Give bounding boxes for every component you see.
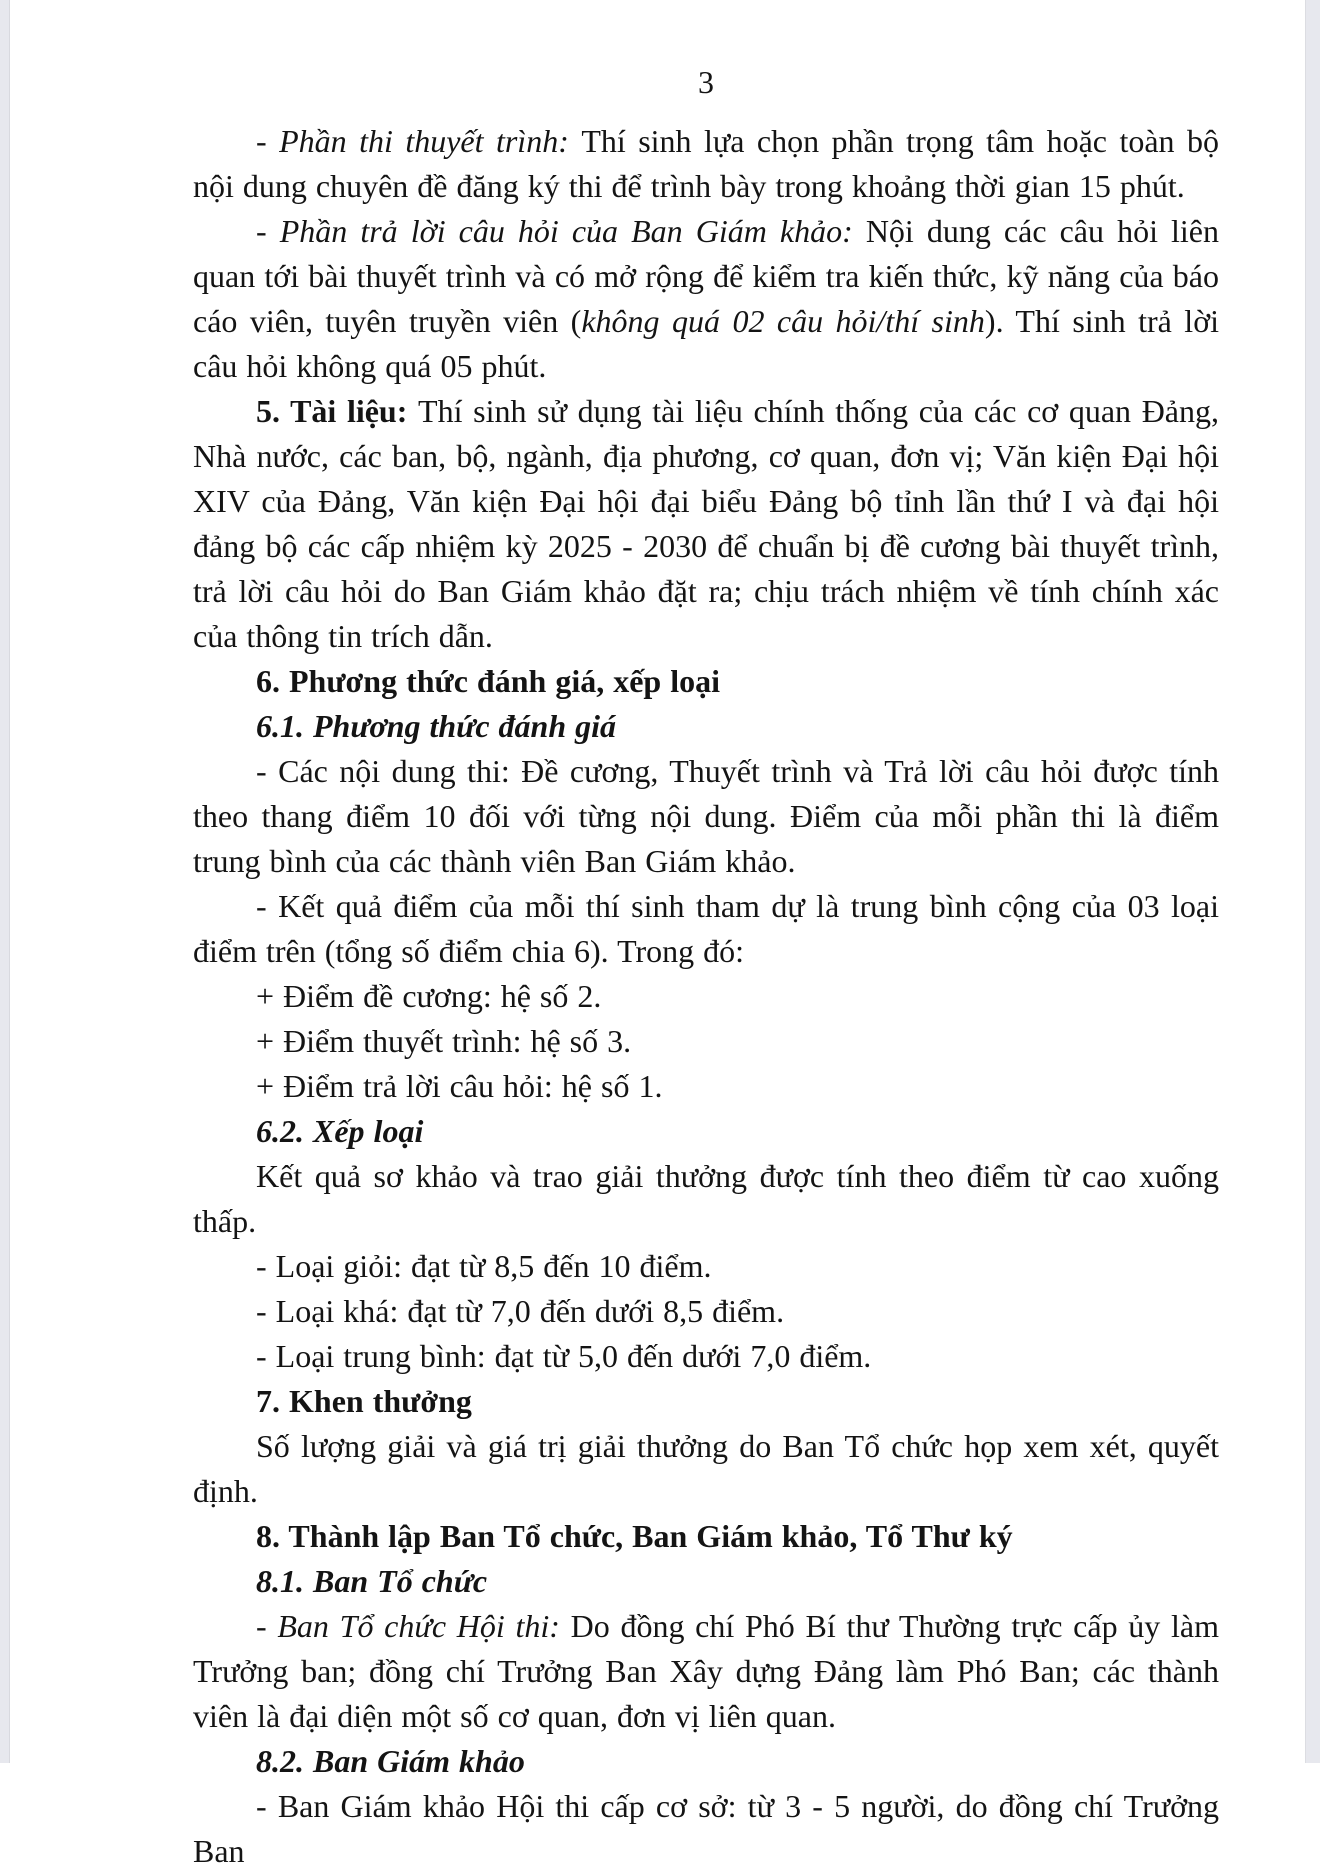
subsection-heading-8-2 [193,1739,1219,1784]
paragraph-scoring-average [193,884,1219,974]
text-run: Do đồng chí Phó Bí thư Thường trực cấp ủy làm Trưởng ban; đồng chí Trưởng Ban Xây dựng Đảng làm Phó Ban; các thành viên là đại diện một số cơ quan, đơn vị liên quan. [193,1608,1220,1734]
text-run: ). Thí sinh trả lời câu hỏi không quá 05 phút. [193,303,1220,384]
paragraph-organizing-board [193,1604,1219,1739]
list-item-rank-excellent [193,1244,1219,1289]
text-run: Số lượng giải và giá trị giải thưởng do Ban Tổ chức họp xem xét, quyết định. [193,1428,1219,1509]
paragraph-documents [193,389,1219,659]
text-run: Thí sinh sử dụng tài liệu chính thống của các cơ quan Đảng, Nhà nước, các ban, bộ, ngành, địa phương, cơ quan, đơn vị; Văn kiện Đại hội XIV của Đảng, Văn kiện Đại hội đại biểu Đảng bộ tỉnh lần thứ I và đại hội đảng bộ các cấp nhiệm kỳ 2025 - 2030 để chuẩn bị đề cương bài thuyết trình, trả lời câu hỏi do Ban Giám khảo đặt ra; chịu trách nhiệm về tính chính xác của thông tin trích dẫn. [193,393,1220,654]
text-run: - Kết quả điểm của mỗi thí sinh tham dự là trung bình cộng của 03 loại điểm trên (tổng số điểm chia 6). Trong đó: [193,888,1219,969]
text-run: Kết quả sơ khảo và trao giải thưởng được tính theo điểm từ cao xuống thấp. [193,1158,1219,1239]
text-run: - Loại khá: đạt từ 7,0 đến dưới 8,5 điểm. [256,1293,785,1329]
text-run: 8.2. Ban Giám khảo [256,1743,525,1779]
text-run: 6. Phương thức đánh giá, xếp loại [256,663,720,699]
subsection-heading-6-2 [193,1109,1219,1154]
text-run: 5. Tài liệu: [256,393,419,429]
list-item-outline-score [193,974,1219,1019]
text-run: + Điểm thuyết trình: hệ số 3. [256,1023,632,1059]
list-item-presentation-score [193,1019,1219,1064]
subsection-heading-8-1 [193,1559,1219,1604]
text-run: 8.1. Ban Tổ chức [256,1563,488,1599]
paragraph-qa-part [193,209,1219,389]
page-content [193,0,1219,1874]
text-run: - Loại giỏi: đạt từ 8,5 đến 10 điểm. [256,1248,712,1284]
text-run: 7. Khen thưởng [256,1383,472,1419]
text-run: - Ban Tổ chức Hội thi: [256,1608,571,1644]
paragraph-scoring-contents [193,749,1219,884]
text-run: - Các nội dung thi: Đề cương, Thuyết trình và Trả lời câu hỏi được tính theo thang điểm 10 đối với từng nội dung. Điểm của mỗi phần thi là điểm trung bình của các thành viên Ban Giám khảo. [193,753,1219,879]
text-run: - Ban Giám khảo Hội thi cấp cơ sở: từ 3 - 5 người, do đồng chí Trưởng Ban [193,1788,1219,1869]
text-run: 8. Thành lập Ban Tổ chức, Ban Giám khảo, Tổ Thư ký [256,1518,1013,1554]
paragraph-presentation-part [193,119,1219,209]
list-item-qa-score [193,1064,1219,1109]
scan-edge-left [0,0,10,1763]
text-run: Nội dung các câu hỏi liên quan tới bài thuyết trình và có mở rộng để kiểm tra kiến thức, kỹ năng của báo cáo viên, tuyên truyền viên ( [193,213,1220,339]
list-item-rank-good [193,1289,1219,1334]
page-number: 3 [698,64,714,100]
paragraph-awards [193,1424,1219,1514]
list-item-rank-average [193,1334,1219,1379]
section-heading-8 [193,1514,1219,1559]
paragraph-ranking-rule [193,1154,1219,1244]
document-body [193,119,1219,1874]
text-run: - Loại trung bình: đạt từ 5,0 đến dưới 7,0 điểm. [256,1338,872,1374]
text-run: 6.2. Xếp loại [256,1113,424,1149]
subsection-heading-6-1 [193,704,1219,749]
text-run: - Phần trả lời câu hỏi của Ban Giám khảo: [256,213,866,249]
section-heading-6 [193,659,1219,704]
text-run: + Điểm trả lời câu hỏi: hệ số 1. [256,1068,663,1104]
section-heading-7 [193,1379,1219,1424]
text-run: 6.1. Phương thức đánh giá [256,708,617,744]
text-run: Thí sinh lựa chọn phần trọng tâm hoặc toàn bộ nội dung chuyên đề đăng ký thi để trình bày trong khoảng thời gian 15 phút. [193,123,1220,204]
text-run: + Điểm đề cương: hệ số 2. [256,978,602,1014]
paragraph-jury-board [193,1784,1219,1874]
scan-edge-right [1305,0,1320,1763]
text-run: không quá 02 câu hỏi/thí sinh [581,303,985,339]
text-run: - Phần thi thuyết trình: [256,123,582,159]
